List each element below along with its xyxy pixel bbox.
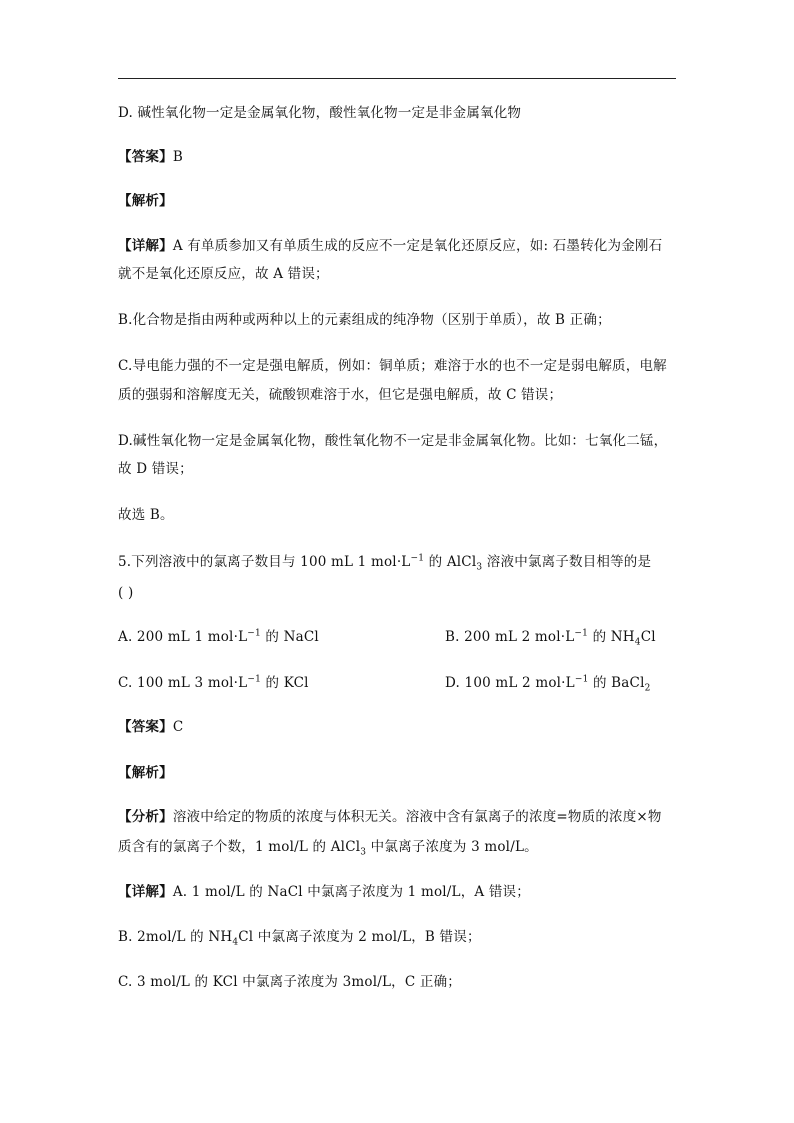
analysis-heading-2 xyxy=(118,764,173,782)
detail-line-a1 xyxy=(118,237,662,255)
analysis-tag: 【解析】 xyxy=(118,193,173,209)
option-a-text: 的 NaCl xyxy=(260,629,319,645)
options-row-1 xyxy=(118,628,678,646)
options-row-2 xyxy=(118,674,678,692)
option-b-sub: 4 xyxy=(634,637,641,648)
answer-value: C xyxy=(172,719,184,735)
conclusion-1 xyxy=(118,506,174,524)
detail-text: 就不是氧化还原反应，故 A 错误； xyxy=(118,266,329,282)
detail-text: C. 3 mol/L 的 KCl 中氯离子浓度为 3mol/L，C 正确； xyxy=(118,974,461,990)
detail-line-c1 xyxy=(118,357,667,375)
q5-text: 溶液中氯离子数目相等的是 xyxy=(482,554,652,570)
detail-text: B. 2mol/L 的 NH xyxy=(118,929,233,945)
detail-line-d1 xyxy=(118,432,667,450)
question-5-stem xyxy=(118,553,651,571)
option-d-text: D. 100 mL 2 mol·L xyxy=(445,675,575,691)
option-c xyxy=(118,675,309,691)
answer-1 xyxy=(118,148,183,166)
question-5-blank xyxy=(118,584,133,602)
detail-text: B.化合物是指由两种或两种以上的元素组成的纯净物（区别于单质），故 B 正确； xyxy=(118,312,611,328)
option-d-sub: 2 xyxy=(644,683,651,694)
q5-text: 5.下列溶液中的氯离子数目与 100 mL 1 mol·L xyxy=(118,554,411,570)
analysis-text: 溶液中给定的物质的浓度与体积无关。溶液中含有氯离子的浓度=物质的浓度×物 xyxy=(172,809,662,825)
answer-tag: 【答案】 xyxy=(118,149,173,165)
detail-tag: 【详解】 xyxy=(118,238,173,254)
q5-text: 的 AlCl xyxy=(424,554,477,570)
detail2-line-b xyxy=(118,928,481,946)
analysis-sub: 3 xyxy=(360,847,367,858)
detail-tag: 【详解】 xyxy=(118,884,173,900)
detail-line-c2 xyxy=(118,386,562,404)
detail2-line-a xyxy=(118,883,530,901)
detail-text: A 有单质参加又有单质生成的反应不一定是氧化还原反应，如: 石墨转化为金刚石 xyxy=(172,238,663,254)
detail-sub: 4 xyxy=(232,937,239,948)
answer-2 xyxy=(118,718,183,736)
option-c-text: 的 KCl xyxy=(261,675,309,691)
detail-line-b xyxy=(118,311,611,329)
analysis-subtag: 【分析】 xyxy=(118,809,173,825)
option-d-text: D. 碱性氧化物一定是金属氧化物，酸性氧化物一定是非金属氧化物 xyxy=(118,105,522,121)
option-a-sup: −1 xyxy=(247,628,261,639)
option-b-text: 的 NH xyxy=(588,629,635,645)
option-a xyxy=(118,629,319,645)
option-d-statement xyxy=(118,104,521,122)
q5-sub: 3 xyxy=(476,562,483,573)
answer-tag: 【答案】 xyxy=(118,719,173,735)
detail-text: Cl 中氯离子浓度为 2 mol/L，B 错误； xyxy=(238,929,481,945)
q5-sup: −1 xyxy=(410,553,425,564)
option-b xyxy=(445,628,656,646)
option-d-text: 的 BaCl xyxy=(588,675,645,691)
option-a-text: A. 200 mL 1 mol·L xyxy=(118,629,248,645)
detail-text: D.碱性氧化物一定是金属氧化物，酸性氧化物不一定是非金属氧化物。比如：七氧化二锰， xyxy=(118,433,668,449)
detail-line-a2 xyxy=(118,265,329,283)
analysis-line-2 xyxy=(118,838,538,856)
answer-value: B xyxy=(172,149,183,165)
header-rule xyxy=(118,78,676,79)
detail-text: 质的强弱和溶解度无关，硫酸钡难溶于水，但它是强电解质，故 C 错误； xyxy=(118,387,563,403)
detail-text: C.导电能力强的不一定是强电解质，例如：铜单质；难溶于水的也不一定是弱电解质，电解 xyxy=(118,358,667,374)
analysis-text: 中氯离子浓度为 3 mol/L。 xyxy=(366,839,538,855)
analysis-heading-1 xyxy=(118,192,173,210)
option-b-sup: −1 xyxy=(574,628,589,639)
analysis-line-1 xyxy=(118,808,662,826)
analysis-tag: 【解析】 xyxy=(118,765,173,781)
option-b-text: Cl xyxy=(640,629,656,645)
analysis-text: 质含有的氯离子个数，1 mol/L 的 AlCl xyxy=(118,839,361,855)
detail-line-d2 xyxy=(118,460,193,478)
option-d xyxy=(445,674,651,692)
option-c-sup: −1 xyxy=(247,674,262,685)
detail-text: A. 1 mol/L 的 NaCl 中氯离子浓度为 1 mol/L，A 错误； xyxy=(172,884,530,900)
detail-text: 故 D 错误； xyxy=(118,461,193,477)
option-d-sup: −1 xyxy=(574,674,589,685)
q5-blank: ( ) xyxy=(118,585,134,601)
detail2-line-c xyxy=(118,973,461,991)
option-c-text: C. 100 mL 3 mol·L xyxy=(118,675,248,691)
option-b-text: B. 200 mL 2 mol·L xyxy=(445,629,575,645)
conclusion-text: 故选 B。 xyxy=(118,507,174,523)
